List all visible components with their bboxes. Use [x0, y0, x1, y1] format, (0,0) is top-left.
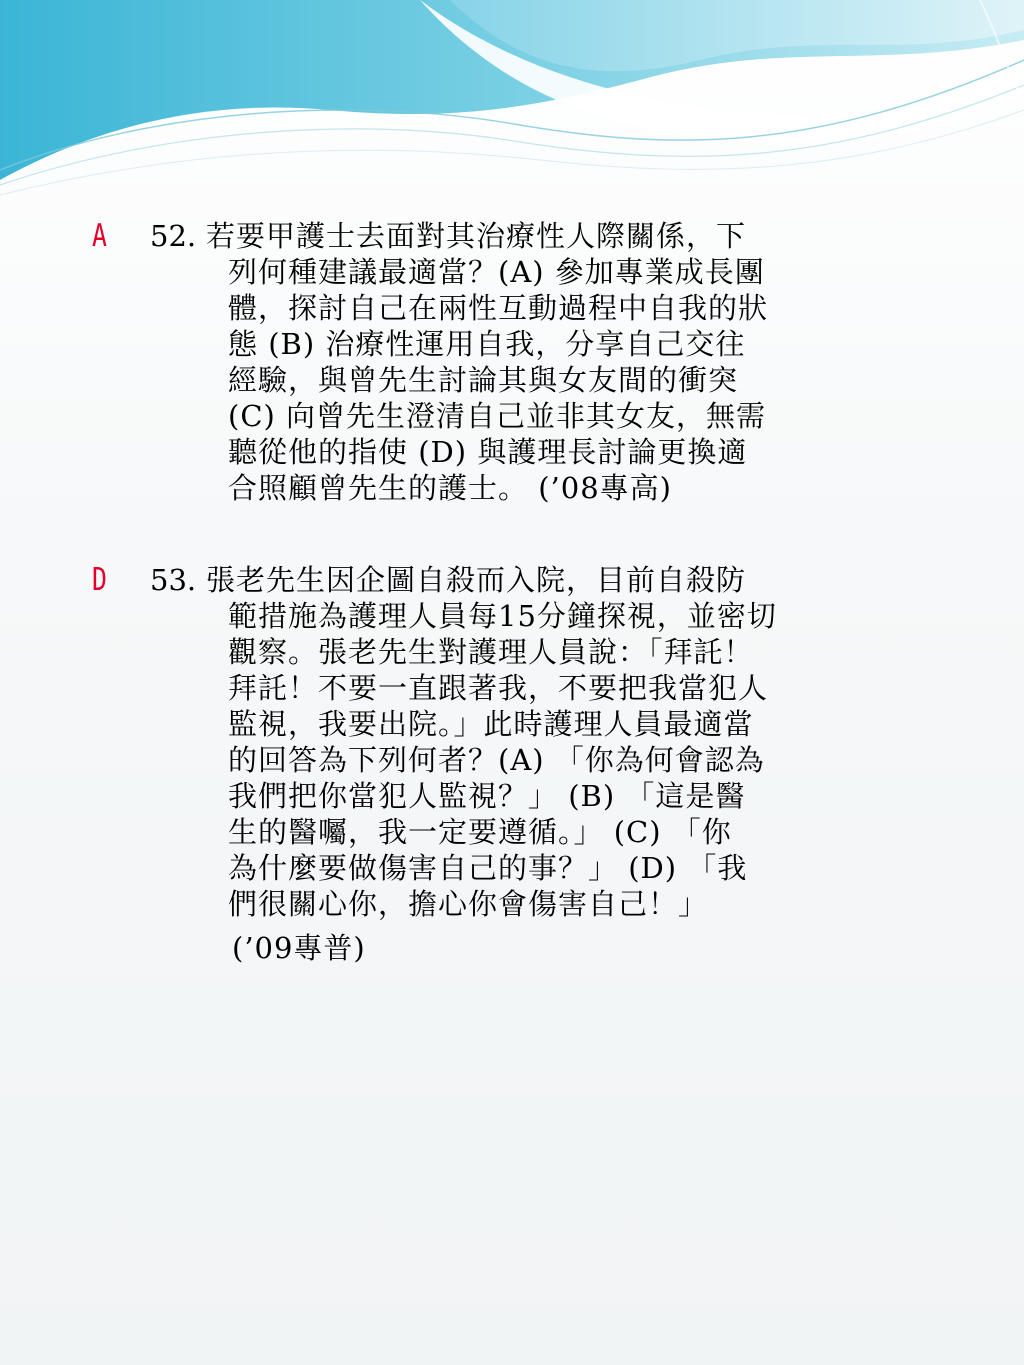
question-text-line: (C) 向曾先生澄清自己並非其女友，無需: [228, 399, 767, 433]
question-text-line: 態 (B) 治療性運用自我，分享自己交往: [228, 327, 746, 361]
wave-decoration: [0, 0, 1024, 220]
question-text-line: 的回答為下列何者？(A) 「你為何會認為: [228, 743, 765, 777]
question-text-line: 們很關心你，擔心你會傷害自己！」: [228, 887, 709, 921]
question-text-line: 拜託！不要一直跟著我，不要把我當犯人: [228, 671, 769, 705]
question-number: 52.: [150, 219, 197, 253]
question-text-line: 範措施為護理人員每15分鐘探視，並密切: [228, 599, 777, 633]
question-text-line: 列何種建議最適當？(A) 參加專業成長團: [228, 255, 765, 289]
question-text-line: 我們把你當犯人監視？」 (B) 「這是醫: [228, 779, 746, 813]
question-text-line: 經驗，與曾先生討論其與女友間的衝突: [228, 363, 739, 397]
question-text-line: 監視，我要出院。」此時護理人員最適當: [228, 707, 754, 741]
question-text-line: 體，探討自己在兩性互動過程中自我的狀: [228, 291, 769, 325]
question-source: (’09專普): [232, 931, 366, 965]
question-number: 53.: [150, 563, 197, 597]
question-text-line: 觀察。張老先生對護理人員說：「拜託！: [228, 635, 754, 669]
question-text-line: 生的醫囑，我一定要遵循。」 (C) 「你: [228, 815, 732, 849]
question-text-line: 張老先生因企圖自殺而入院，目前自殺防: [206, 563, 747, 597]
question-text-line: 聽從他的指使 (D) 與護理長討論更換適: [228, 435, 748, 469]
question-text-line: 為什麼要做傷害自己的事？」 (D) 「我: [228, 851, 748, 885]
question-text-line: 合照顧曾先生的護士。 (’08專高): [228, 471, 672, 505]
answer-letter: A: [92, 218, 107, 254]
question-text-line: 若要甲護士去面對其治療性人際關係，下: [206, 219, 747, 253]
answer-letter: D: [92, 562, 107, 598]
